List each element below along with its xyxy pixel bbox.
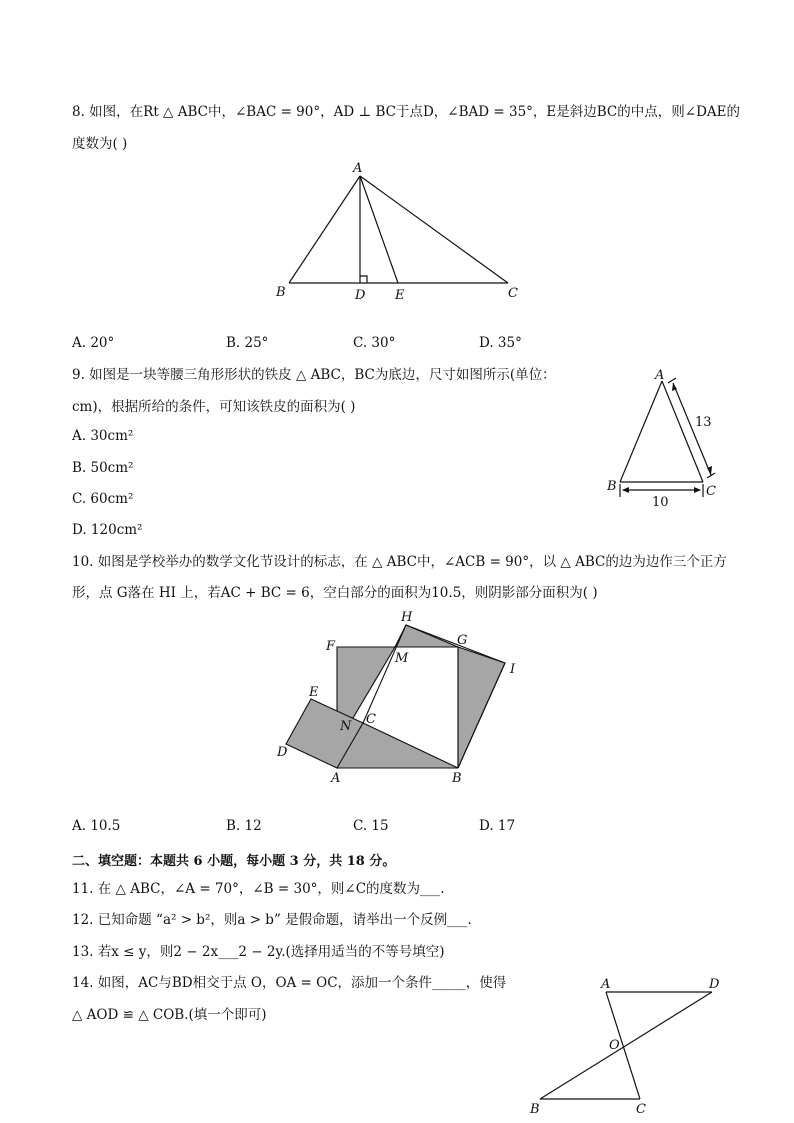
- q14-stem-line1: 14. 如图，AC与BD相交于点 O，OA = OC，添加一个条件_____，使得: [72, 975, 507, 991]
- q9-label-c: C: [706, 484, 716, 499]
- q10-label-i: I: [510, 662, 516, 677]
- q8-label-d: D: [355, 288, 366, 303]
- q9-option-d: D. 120cm²: [72, 522, 143, 538]
- q8-stem-line1: 8. 如图，在Rt △ ABC中，∠BAC = 90°，AD ⊥ BC于点D，∠BAD = 35°，E是斜边BC的中点，则∠DAE的: [72, 104, 741, 120]
- q9-label-side-13: 13: [695, 415, 712, 430]
- q14-label-d: D: [709, 977, 720, 992]
- q10-label-f: F: [326, 639, 336, 654]
- q9-stem-line2: cm)，根据所给的条件，可知该铁皮的面积为( ): [72, 399, 356, 415]
- q13-stem: 13. 若x ≤ y，则2 − 2x___2 − 2y.(选择用适当的不等号填空): [72, 944, 445, 960]
- q8-stem-line2: 度数为( ): [72, 136, 128, 152]
- q8-option-a: A. 20°: [72, 335, 115, 351]
- q10-stem-line1: 10. 如图是学校举办的数学文化节设计的标志，在 △ ABC中，∠ACB = 90°，以 △ ABC的边为边作三个正方: [72, 554, 727, 570]
- q8-option-d: D. 35°: [479, 335, 522, 351]
- q8-label-e: E: [395, 288, 405, 303]
- q10-option-b: B. 12: [226, 818, 262, 834]
- q10-option-a: A. 10.5: [72, 818, 121, 834]
- q9-label-b: B: [607, 479, 617, 494]
- q8-label-b: B: [276, 285, 286, 300]
- q9-option-b: B. 50cm²: [72, 460, 134, 476]
- q8-label-a: A: [353, 161, 363, 176]
- q9-option-c: C. 60cm²: [72, 491, 134, 507]
- q9-stem-line1: 9. 如图是一块等腰三角形形状的铁皮 △ ABC，BC为底边，尺寸如图所示(单位：: [72, 367, 556, 383]
- q10-label-e: E: [309, 685, 319, 700]
- q10-label-h: H: [401, 610, 413, 625]
- q10-stem-line2: 形，点 G落在 HI 上，若AC + BC = 6，空白部分的面积为10.5，则阴影部分面积为( ): [72, 585, 598, 601]
- q9-label-a: A: [655, 368, 665, 383]
- q10-label-a: A: [331, 771, 341, 786]
- q14-label-c: C: [636, 1102, 646, 1117]
- q10-label-m: M: [395, 651, 409, 666]
- q9-option-a: A. 30cm²: [72, 428, 134, 444]
- q8-option-c: C. 30°: [353, 335, 396, 351]
- q10-label-b: B: [452, 771, 462, 786]
- q8-option-b: B. 25°: [226, 335, 269, 351]
- q12-stem: 12. 已知命题 “a² > b²，则a > b” 是假命题，请举出一个反例___.: [72, 912, 472, 928]
- q14-stem-line2: △ AOD ≌ △ COB.(填一个即可): [72, 1007, 267, 1023]
- q9-label-base-10: 10: [652, 495, 669, 510]
- q10-label-g: G: [457, 633, 468, 648]
- q10-label-n: N: [340, 719, 352, 734]
- section-2-heading: 二、填空题：本题共 6 小题，每小题 3 分，共 18 分。: [72, 854, 396, 869]
- q10-option-d: D. 17: [479, 818, 516, 834]
- q10-option-c: C. 15: [353, 818, 389, 834]
- q8-label-c: C: [508, 286, 518, 301]
- q14-label-o: O: [609, 1038, 620, 1053]
- q14-label-a: A: [601, 977, 611, 992]
- q10-label-c: C: [366, 712, 376, 727]
- q14-segment-bd: [540, 992, 712, 1099]
- q14-label-b: B: [530, 1102, 540, 1117]
- q11-stem: 11. 在 △ ABC，∠A = 70°，∠B = 30°，则∠C的度数为___.: [72, 881, 445, 897]
- q10-label-d: D: [277, 745, 288, 760]
